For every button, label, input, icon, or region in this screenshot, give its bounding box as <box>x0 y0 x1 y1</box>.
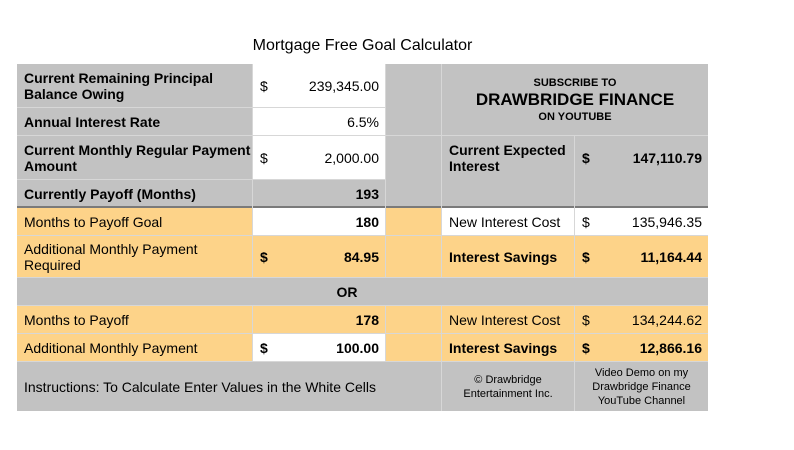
new-interest-2-value: 134,244.62 <box>631 311 702 328</box>
grid-line <box>385 305 386 361</box>
new-interest-1-cell <box>575 208 708 235</box>
savings-2-value: 12,866.16 <box>639 339 702 356</box>
new-interest-2-cell <box>575 306 708 333</box>
savings-2-label: Interest Savings <box>442 334 574 361</box>
additional-required-value: 84.95 <box>343 248 379 265</box>
new-interest-1-currency: $ <box>582 213 590 230</box>
promo-channel-name: DRAWBRIDGE FINANCE <box>475 89 675 109</box>
payoff-months-label: Currently Payoff (Months) <box>17 180 252 207</box>
grid-line <box>17 107 385 108</box>
goal-months-value: 180 <box>355 213 379 230</box>
grid-line <box>252 305 253 361</box>
grid-line <box>441 305 442 411</box>
new-interest-1-value: 135,946.35 <box>631 213 702 230</box>
subscribe-promo <box>442 64 708 135</box>
savings-2-cell <box>575 334 708 361</box>
additional-payment-currency: $ <box>260 339 268 356</box>
monthly-payment-value: 2,000.00 <box>324 149 379 166</box>
or-label: OR <box>336 283 358 300</box>
expected-interest-cell <box>575 136 708 179</box>
expected-interest-label: Current Expected Interest <box>442 136 574 179</box>
additional-required-label: Additional Monthly Payment Required <box>17 236 252 277</box>
savings-1-cell <box>575 236 708 277</box>
grid-line <box>17 361 708 362</box>
principal-input[interactable] <box>253 64 385 107</box>
expected-interest-value: 147,110.79 <box>632 149 702 166</box>
interest-rate-input[interactable] <box>253 108 385 135</box>
savings-2-currency: $ <box>582 339 590 356</box>
principal-currency: $ <box>260 77 268 94</box>
grid-line <box>17 277 708 278</box>
video-demo-link[interactable]: Video Demo on my Drawbridge Finance YouTube Channel <box>575 362 708 411</box>
grid-line <box>574 305 575 411</box>
calculator-sheet <box>17 64 708 411</box>
grid-line <box>574 135 575 277</box>
new-interest-2-label: New Interest Cost <box>442 306 574 333</box>
grid-line <box>252 64 253 277</box>
copyright-text: © Drawbridge Entertainment Inc. <box>442 362 574 411</box>
monthly-payment-currency: $ <box>260 149 268 166</box>
goal-months-input[interactable] <box>253 208 385 235</box>
monthly-payment-label: Current Monthly Regular Payment Amount <box>17 136 252 179</box>
additional-payment-input[interactable] <box>253 334 385 361</box>
grid-line <box>385 64 386 277</box>
grid-line <box>17 135 708 136</box>
savings-1-currency: $ <box>582 248 590 265</box>
savings-1-value: 11,164.44 <box>640 248 702 265</box>
months-to-payoff-value: 178 <box>355 311 379 328</box>
savings-1-label: Interest Savings <box>442 236 574 277</box>
additional-payment-value: 100.00 <box>336 339 379 356</box>
interest-rate-label: Annual Interest Rate <box>17 108 252 135</box>
interest-rate-value: 6.5% <box>347 113 379 130</box>
additional-payment-label: Additional Monthly Payment <box>17 334 252 361</box>
grid-line <box>17 179 385 180</box>
expected-interest-currency: $ <box>582 149 590 166</box>
principal-value: 239,345.00 <box>308 77 379 94</box>
new-interest-2-currency: $ <box>582 311 590 328</box>
payoff-months-cell <box>253 180 385 207</box>
months-to-payoff-cell <box>253 306 385 333</box>
additional-required-currency: $ <box>260 248 268 265</box>
promo-line3: ON YOUTUBE <box>538 110 612 123</box>
instructions-text: Instructions: To Calculate Enter Values in the White Cells <box>17 362 441 411</box>
principal-label: Current Remaining Principal Balance Owing <box>17 64 252 107</box>
additional-required-cell <box>253 236 385 277</box>
months-to-payoff-label: Months to Payoff <box>17 306 252 333</box>
payoff-months-value: 193 <box>355 185 379 202</box>
or-divider <box>17 278 708 305</box>
section-divider <box>17 206 708 208</box>
page-title: Mortgage Free Goal Calculator <box>252 37 473 54</box>
grid-line <box>17 333 708 334</box>
monthly-payment-input[interactable] <box>253 136 385 179</box>
new-interest-1-label: New Interest Cost <box>442 208 574 235</box>
grid-line <box>17 305 708 306</box>
grid-line <box>17 235 708 236</box>
promo-line1: SUBSCRIBE TO <box>533 76 617 89</box>
goal-months-label: Months to Payoff Goal <box>17 208 252 235</box>
grid-line <box>441 64 442 277</box>
